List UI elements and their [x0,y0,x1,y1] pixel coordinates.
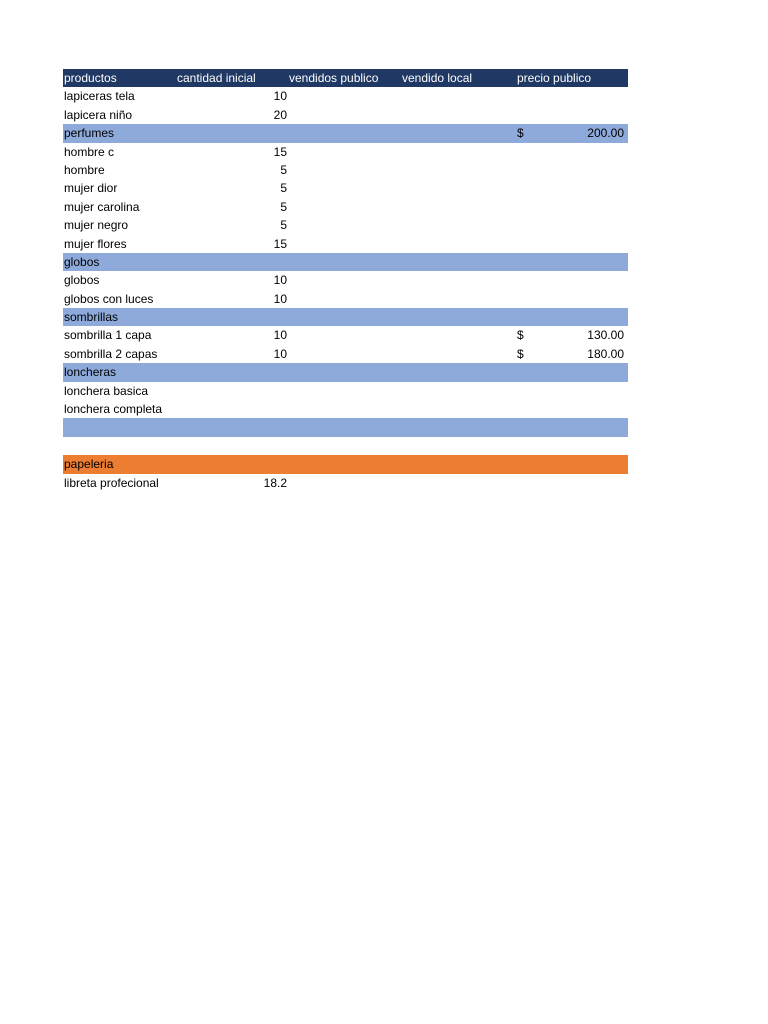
cell-public-price[interactable]: 130.00 [587,328,624,343]
cell-currency-symbol[interactable]: $ [517,126,524,141]
cell-initial-quantity[interactable]: 15 [273,236,287,251]
table-row [63,235,628,253]
table-row [63,345,628,363]
cell-product-name[interactable]: lonchera completa [64,402,163,417]
table-row [63,106,628,124]
cell-product-name[interactable]: papeleria [64,457,114,472]
cell-product-name[interactable]: libreta profecional [64,475,159,490]
cell-currency-symbol[interactable]: $ [517,346,524,361]
cell-product-name[interactable]: perfumes [64,126,115,141]
cell-product-name[interactable]: sombrillas [64,310,119,325]
cell-product-name[interactable]: globos [64,254,100,269]
header-row [63,69,628,87]
cell-initial-quantity[interactable]: 10 [273,328,287,343]
cell-public-price[interactable]: 180.00 [587,346,624,361]
cell-initial-quantity[interactable]: 5 [280,181,287,196]
category-row [63,363,628,381]
table-row [63,179,628,197]
cell-product-name[interactable]: sombrilla 2 capas [64,346,158,361]
table-row [63,382,628,400]
cell-initial-quantity[interactable]: 10 [273,273,287,288]
cell-initial-quantity[interactable]: 15 [273,144,287,159]
cell-product-name[interactable]: lapicera niño [64,107,133,122]
cell-product-name[interactable]: loncheras [64,365,117,380]
cell-product-name[interactable]: lapiceras tela [64,89,135,104]
cell-initial-quantity[interactable]: 18.2 [263,475,287,490]
cell-initial-quantity[interactable]: 5 [280,199,287,214]
cell-initial-quantity[interactable]: 10 [273,89,287,104]
table-row [63,87,628,105]
header-vendido-local[interactable]: vendido local [402,71,473,85]
table-row [63,290,628,308]
cell-product-name[interactable]: hombre [64,162,105,177]
cell-currency-symbol[interactable]: $ [517,328,524,343]
table-body [63,87,628,492]
table-row [63,474,628,492]
table-row [63,143,628,161]
table-row [63,216,628,234]
table-row [63,271,628,289]
cell-product-name[interactable]: globos [64,273,100,288]
table-row [63,437,628,455]
category-row [63,308,628,326]
header-cantidad-inicial[interactable]: cantidad inicial [177,71,256,85]
cell-initial-quantity[interactable]: 5 [280,218,287,233]
category-row [63,253,628,271]
cell-initial-quantity[interactable]: 20 [273,107,287,122]
cell-product-name[interactable]: mujer carolina [64,199,140,214]
table-row [63,161,628,179]
cell-public-price[interactable]: 200.00 [587,126,624,141]
category-row [63,455,628,473]
cell-product-name[interactable]: globos con luces [64,291,154,306]
cell-product-name[interactable]: hombre c [64,144,115,159]
cell-initial-quantity[interactable]: 10 [273,291,287,306]
cell-product-name[interactable]: sombrilla 1 capa [64,328,152,343]
cell-product-name[interactable]: mujer negro [64,218,129,233]
cell-product-name[interactable]: lonchera basica [64,383,149,398]
table-row [63,198,628,216]
cell-product-name[interactable]: mujer dior [64,181,118,196]
cell-initial-quantity[interactable]: 5 [280,162,287,177]
cell-product-name[interactable]: mujer flores [64,236,127,251]
cell-initial-quantity[interactable]: 10 [273,346,287,361]
spreadsheet [63,69,628,492]
header-vendidos-publico[interactable]: vendidos publico [289,71,379,85]
header-productos[interactable]: productos [64,71,117,85]
header-precio-publico[interactable]: precio publico [517,71,592,85]
table-row [63,326,628,344]
table-row [63,400,628,418]
category-row [63,418,628,436]
category-row [63,124,628,142]
